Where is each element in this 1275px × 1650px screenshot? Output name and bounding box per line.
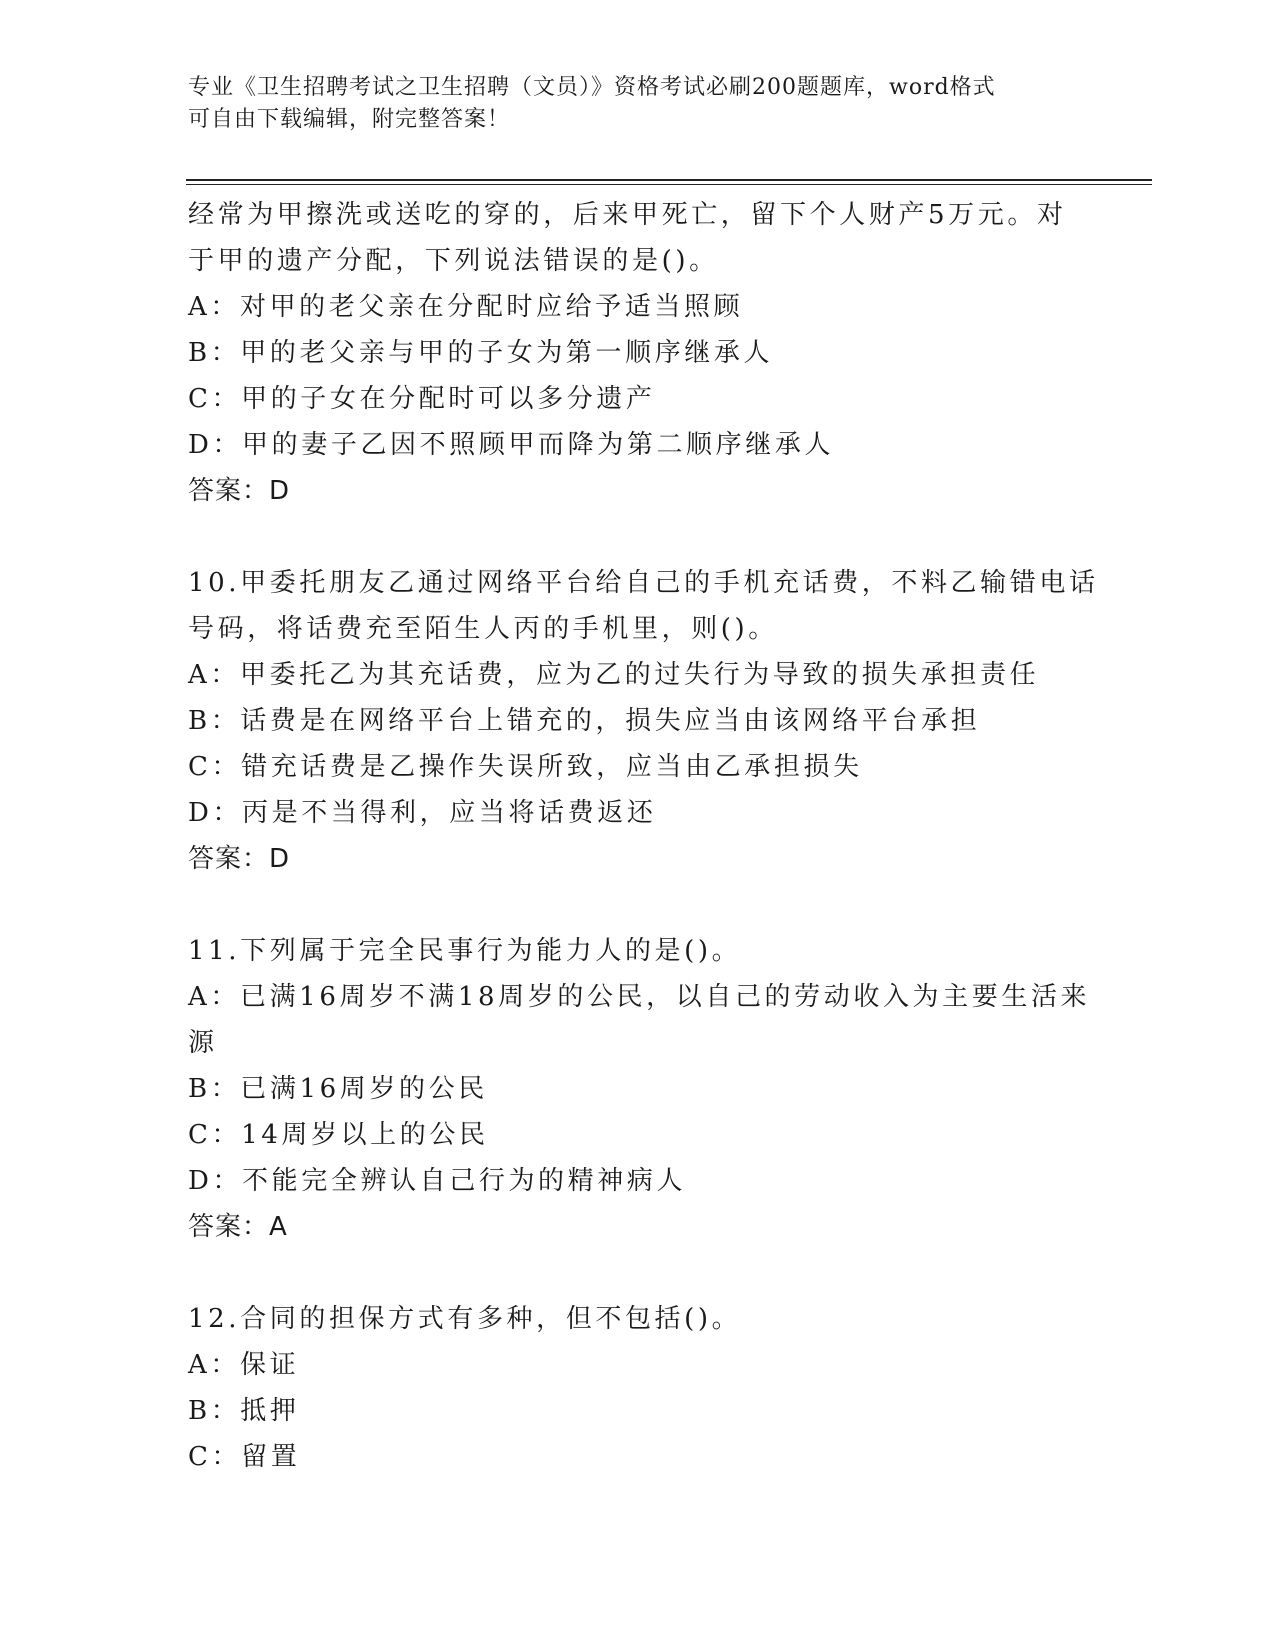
question-12-option-c: C：留置 [188,1442,301,1472]
question-10-stem-2: 号码，将话费充至陌生人丙的手机里，则()。 [188,614,778,644]
question-12 [188,1296,1088,1480]
question-12-stem: 12.合同的担保方式有多种，但不包括()。 [188,1304,742,1334]
spacer [188,882,1088,928]
question-11-option-d: D：不能完全辨认自己行为的精神病人 [188,1166,687,1196]
header-divider-thin [186,184,1152,185]
question-list [188,192,1099,1480]
header-divider-thick [186,179,1152,181]
question-9 [188,192,1088,514]
question-11-stem: 11.下列属于完全民事行为能力人的是()。 [188,936,742,966]
question-12-option-b: B：抵押 [188,1396,300,1426]
question-10 [188,560,1099,882]
question-9-answer: 答案：D [188,476,291,506]
question-9-stem-continued-2: 于甲的遗产分配，下列说法错误的是()。 [188,246,719,276]
header-line-2: 可自由下载编辑，附完整答案！ [188,107,511,132]
question-10-option-a: A：甲委托乙为其充话费，应为乙的过失行为导致的损失承担责任 [188,660,1040,690]
document-header [188,72,1088,136]
spacer [188,514,1088,560]
question-10-option-d: D：丙是不当得利，应当将话费返还 [188,798,657,828]
spacer [188,1250,1088,1296]
question-12-option-a: A：保证 [188,1350,300,1380]
header-line-1: 专业《卫生招聘考试之卫生招聘（文员）》资格考试必刷200题题库，word格式 [188,75,996,100]
question-9-option-a: A：对甲的老父亲在分配时应给予适当照顾 [188,292,744,322]
question-9-option-b: B：甲的老父亲与甲的子女为第一顺序继承人 [188,338,774,368]
question-11-option-c: C：14周岁以上的公民 [188,1120,489,1150]
question-10-answer: 答案：D [188,844,291,874]
question-9-option-d: D：甲的妻子乙因不照顾甲而降为第二顺序继承人 [188,430,835,460]
question-9-option-c: C：甲的子女在分配时可以多分遗产 [188,384,656,414]
question-11-option-a-line-1: A：已满16周岁不满18周岁的公民，以自己的劳动收入为主要生活来 [188,982,1091,1012]
question-10-option-c: C：错充话费是乙操作失误所致，应当由乙承担损失 [188,752,863,782]
question-11 [188,928,1091,1250]
question-11-answer: 答案：A [188,1212,288,1242]
question-9-stem-continued-1: 经常为甲擦洗或送吃的穿的，后来甲死亡，留下个人财产5万元。对 [188,200,1067,230]
question-11-option-a-line-2: 源 [188,1028,218,1058]
question-10-stem-1: 10.甲委托朋友乙通过网络平台给自己的手机充话费，不料乙输错电话 [188,568,1099,598]
question-11-option-b: B：已满16周岁的公民 [188,1074,488,1104]
question-10-option-b: B：话费是在网络平台上错充的，损失应当由该网络平台承担 [188,706,981,736]
